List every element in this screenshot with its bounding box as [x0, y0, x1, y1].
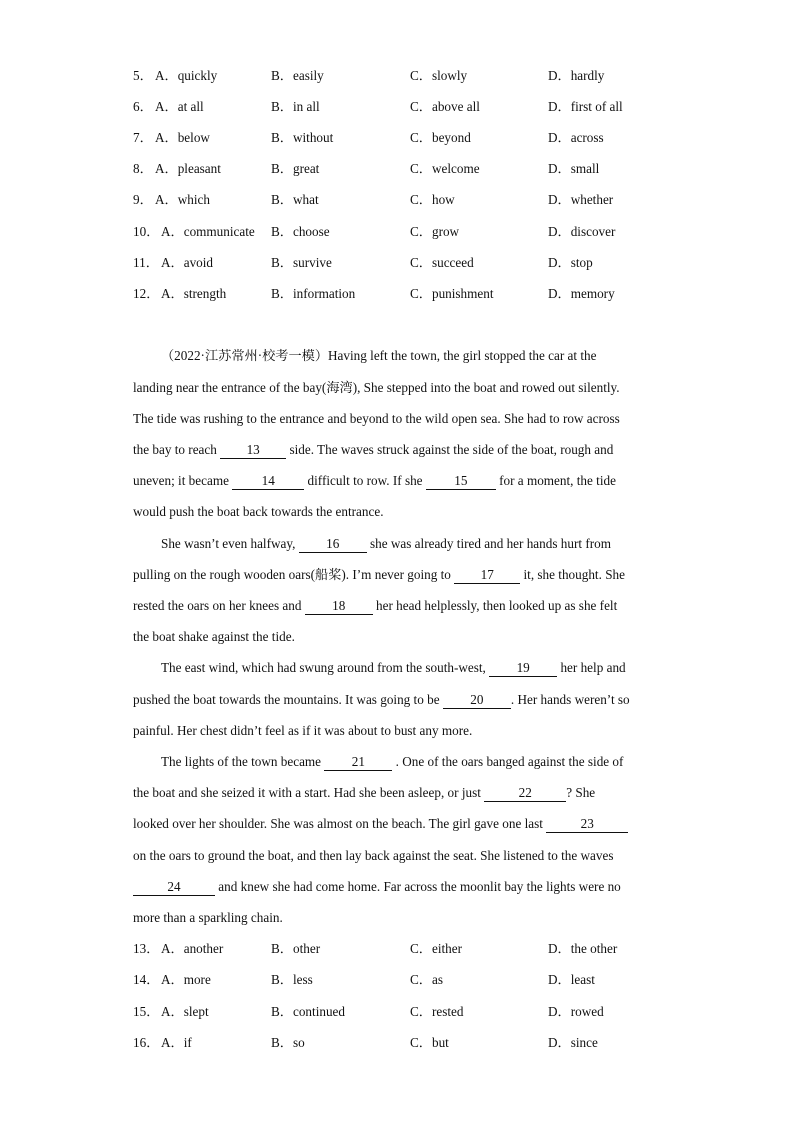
option-d: D．hardly: [548, 68, 605, 83]
option-d: D．rowed: [548, 1004, 604, 1019]
option-c: C．above all: [410, 99, 480, 114]
passage-line: [133, 814, 628, 834]
option-c: C．punishment: [410, 286, 494, 301]
passage-line: [133, 378, 620, 398]
option-d: D．since: [548, 1035, 598, 1050]
option-a: A．communicate: [161, 224, 255, 239]
option-b: B．easily: [271, 68, 324, 83]
passage-text: painful. Her chest didn’t feel as if it was about to bust any more.: [133, 723, 473, 738]
blank-23: 23: [546, 815, 628, 833]
option-c: C．grow: [410, 224, 460, 239]
passage-text: . Her hands weren’t so: [510, 692, 630, 707]
passage-line: [133, 783, 595, 803]
blank-14: 14: [232, 472, 304, 490]
passage-text: uneven; it became: [133, 473, 233, 488]
option-d: D．the other: [548, 941, 618, 956]
passage-line: [133, 409, 620, 429]
passage-line: [161, 658, 626, 678]
option-a: A．which: [155, 192, 210, 207]
option-d: D．stop: [548, 255, 593, 270]
passage-text: her help and: [557, 660, 626, 675]
option-c: C．how: [410, 192, 455, 207]
question-number: 9．: [133, 192, 153, 207]
blank-17: 17: [454, 566, 520, 584]
passage-line: [133, 627, 295, 647]
option-b: B．without: [271, 130, 334, 145]
option-a: A．another: [161, 941, 224, 956]
question-number: 8．: [133, 161, 153, 176]
passage-text: the boat and she seized it with a start. Had she been asleep, or just: [133, 785, 485, 800]
question-number: 7．: [133, 130, 153, 145]
passage-line: [133, 877, 621, 897]
passage-text: more than a sparkling chain.: [133, 910, 283, 925]
question-number: 6．: [133, 99, 153, 114]
option-a: A．if: [161, 1035, 192, 1050]
option-a: A．quickly: [155, 68, 218, 83]
option-d: D．memory: [548, 286, 615, 301]
option-b: B．less: [271, 972, 313, 987]
passage-line: [133, 596, 617, 616]
option-b: B．in all: [271, 99, 320, 114]
option-d: D．least: [548, 972, 595, 987]
blank-21: 21: [324, 753, 392, 771]
blank-22: 22: [484, 784, 566, 802]
passage-text: on the oars to ground the boat, and then lay back against the seat. She listened to the waves: [133, 848, 614, 863]
passage-text: The east wind, which had swung around from the south-west,: [161, 660, 490, 675]
option-b: B．great: [271, 161, 320, 176]
passage-line: [133, 908, 283, 928]
option-d: D．discover: [548, 224, 616, 239]
option-a: A．at all: [155, 99, 204, 114]
passage-text: The tide was rushing to the entrance and beyond to the wild open sea. She had to row across: [133, 411, 620, 426]
option-d: D．first of all: [548, 99, 623, 114]
passage-line: [133, 565, 625, 585]
passage-line: [133, 471, 616, 491]
option-d: D．across: [548, 130, 604, 145]
passage-text: and knew she had come home. Far across the moonlit bay the lights were no: [215, 879, 621, 894]
passage-text: for a moment, the tide: [495, 473, 616, 488]
passage-text: the bay to reach: [133, 442, 221, 457]
question-number: 15．: [133, 1004, 160, 1019]
option-b: B．so: [271, 1035, 305, 1050]
option-b: B．choose: [271, 224, 330, 239]
option-b: B．what: [271, 192, 319, 207]
blank-19: 19: [489, 659, 557, 677]
option-a: A．avoid: [161, 255, 214, 270]
passage-text: her head helplessly, then looked up as she felt: [372, 598, 618, 613]
question-number: 14．: [133, 972, 160, 987]
option-c: C．succeed: [410, 255, 474, 270]
passage-text: she was already tired and her hands hurt from: [366, 536, 611, 551]
option-c: C．slowly: [410, 68, 468, 83]
option-b: B．continued: [271, 1004, 345, 1019]
question-number: 11．: [133, 255, 159, 270]
passage-text: pushed the boat towards the mountains. It was going to be: [133, 692, 443, 707]
question-number: 16．: [133, 1035, 160, 1050]
passage-line: [161, 534, 611, 554]
passage-text: landing near the entrance of the bay(海湾), She stepped into the boat and rowed out silently.: [133, 380, 620, 395]
blank-15: 15: [426, 472, 496, 490]
passage-line: [133, 440, 613, 460]
blank-24: 24: [133, 878, 215, 896]
question-number: 10．: [133, 224, 160, 239]
option-b: B．information: [271, 286, 356, 301]
passage-text: side. The waves struck against the side of the boat, rough and: [286, 442, 614, 457]
passage-line: [161, 346, 596, 366]
passage-text: . One of the oars banged against the side of: [392, 754, 624, 769]
option-a: A．pleasant: [155, 161, 221, 176]
passage-text: ? She: [566, 785, 596, 800]
passage-line: [161, 752, 623, 772]
blank-20: 20: [443, 691, 511, 709]
option-a: A．more: [161, 972, 211, 987]
passage-line: [133, 846, 613, 866]
option-c: C．rested: [410, 1004, 464, 1019]
passage-text: the boat shake against the tide.: [133, 629, 295, 644]
passage-text: rested the oars on her knees and: [133, 598, 305, 613]
passage-text: She wasn’t even halfway,: [161, 536, 299, 551]
blank-16: 16: [299, 535, 367, 553]
passage-line: [133, 690, 630, 710]
question-number: 12．: [133, 286, 160, 301]
blank-18: 18: [305, 597, 373, 615]
passage-text: pulling on the rough wooden oars(船桨). I’m never going to: [133, 567, 455, 582]
option-b: B．other: [271, 941, 321, 956]
option-c: C．beyond: [410, 130, 471, 145]
option-d: D．whether: [548, 192, 614, 207]
option-b: B．survive: [271, 255, 332, 270]
passage-line: [133, 721, 472, 741]
question-number: 13．: [133, 941, 160, 956]
option-c: C．but: [410, 1035, 449, 1050]
passage-line: [133, 502, 384, 522]
passage-text: looked over her shoulder. She was almost on the beach. The girl gave one last: [133, 816, 547, 831]
passage-text: （2022·江苏常州·校考一模）Having left the town, the girl stopped the car at the: [161, 348, 597, 363]
blank-13: 13: [220, 441, 286, 459]
option-c: C．as: [410, 972, 443, 987]
passage-text: would push the boat back towards the entrance.: [133, 504, 384, 519]
passage-text: it, she thought. She: [520, 567, 625, 582]
option-a: A．below: [155, 130, 210, 145]
question-number: 5．: [133, 68, 153, 83]
option-d: D．small: [548, 161, 600, 176]
option-c: C．welcome: [410, 161, 480, 176]
option-a: A．slept: [161, 1004, 209, 1019]
passage-text: The lights of the town became: [161, 754, 325, 769]
option-c: C．either: [410, 941, 463, 956]
passage-text: difficult to row. If she: [304, 473, 426, 488]
option-a: A．strength: [161, 286, 227, 301]
